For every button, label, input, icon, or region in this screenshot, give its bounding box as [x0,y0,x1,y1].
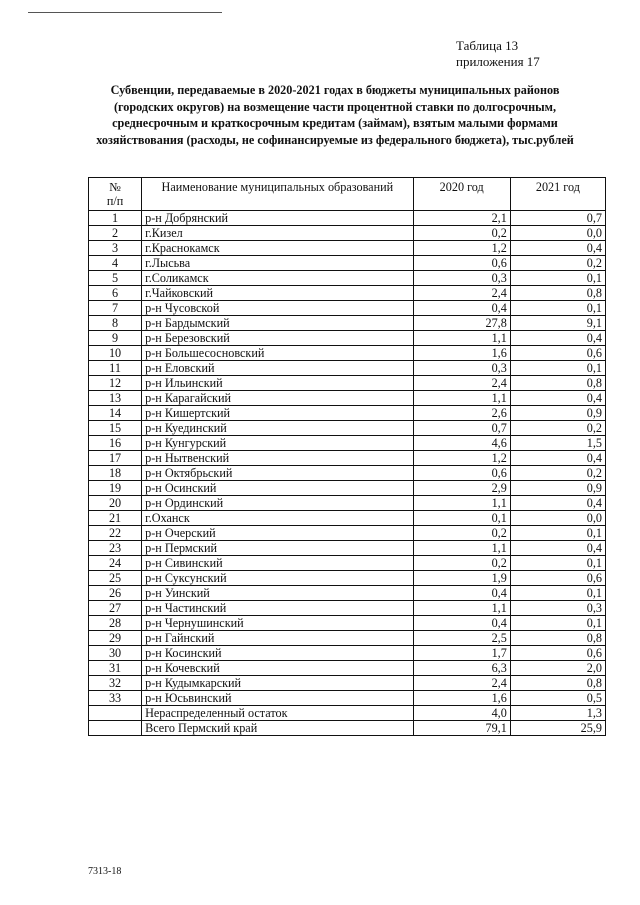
value-2020-cell: 0,2 [413,526,510,541]
column-header-number [89,178,142,211]
row-number-cell: 18 [89,466,142,481]
value-2021-cell: 0,6 [510,346,605,361]
value-2020-cell: 2,4 [413,286,510,301]
municipality-name-cell: р-н Карагайский [142,391,414,406]
value-2021-cell: 0,4 [510,541,605,556]
table-row [89,541,606,556]
table-row [89,481,606,496]
row-number-cell: 24 [89,556,142,571]
value-2021-cell: 25,9 [510,721,605,736]
value-2021-cell: 0,1 [510,526,605,541]
value-2020-cell: 1,1 [413,601,510,616]
value-2020-cell: 1,1 [413,496,510,511]
table-row [89,256,606,271]
municipality-name-cell: р-н Пермский [142,541,414,556]
value-2021-cell: 1,5 [510,436,605,451]
value-2020-cell: 0,3 [413,361,510,376]
value-2021-cell: 0,1 [510,271,605,286]
municipality-name-cell: р-н Кунгурский [142,436,414,451]
value-2020-cell: 0,6 [413,466,510,481]
municipality-name-cell: г.Чайковский [142,286,414,301]
table-row [89,526,606,541]
title-line-2: (городских округов) на возмещение части процентной ставки по долгосрочным, [114,99,556,114]
value-2020-cell: 6,3 [413,661,510,676]
table-row [89,271,606,286]
municipality-name-cell: р-н Еловский [142,361,414,376]
row-number-cell: 13 [89,391,142,406]
municipality-name-cell: р-н Суксунский [142,571,414,586]
municipality-name-cell: р-н Юсьвинский [142,691,414,706]
table-row [89,286,606,301]
value-2021-cell: 0,4 [510,496,605,511]
value-2021-cell: 0,6 [510,646,605,661]
value-2020-cell: 1,6 [413,346,510,361]
column-header-2021: 2021 год [510,178,605,211]
row-number-cell: 26 [89,586,142,601]
table-row [89,676,606,691]
table-row [89,331,606,346]
municipality-name-cell: г.Соликамск [142,271,414,286]
row-number-cell: 19 [89,481,142,496]
municipality-name-cell: р-н Куединский [142,421,414,436]
table-row [89,421,606,436]
row-number-cell: 27 [89,601,142,616]
value-2020-cell: 0,3 [413,271,510,286]
row-number-cell: 1 [89,211,142,226]
value-2021-cell: 0,1 [510,301,605,316]
value-2020-cell: 1,1 [413,541,510,556]
table-row [89,316,606,331]
value-2020-cell: 1,2 [413,241,510,256]
table-row [89,436,606,451]
municipality-name-cell: р-н Добрянский [142,211,414,226]
row-number-cell: 15 [89,421,142,436]
municipality-name-cell: р-н Осинский [142,481,414,496]
row-number-cell: 17 [89,451,142,466]
municipality-name-cell: р-н Уинский [142,586,414,601]
municipality-name-cell: Всего Пермский край [142,721,414,736]
value-2020-cell: 2,9 [413,481,510,496]
municipality-name-cell: р-н Гайнский [142,631,414,646]
value-2020-cell: 27,8 [413,316,510,331]
document-title [82,82,588,148]
row-number-cell: 22 [89,526,142,541]
row-number-cell: 8 [89,316,142,331]
column-header-name: Наименование муниципальных образований [142,178,414,211]
row-number-cell: 28 [89,616,142,631]
table-row [89,571,606,586]
table-row [89,211,606,226]
value-2021-cell: 0,8 [510,631,605,646]
table-row [89,511,606,526]
appendix-label: приложения 17 [456,54,540,69]
value-2021-cell: 0,1 [510,616,605,631]
value-2020-cell: 0,6 [413,256,510,271]
row-number-cell: 9 [89,331,142,346]
value-2020-cell: 2,6 [413,406,510,421]
value-2020-cell: 2,1 [413,211,510,226]
header-row [89,178,606,211]
row-number-cell: 31 [89,661,142,676]
table-row [89,466,606,481]
municipality-name-cell: р-н Октябрьский [142,466,414,481]
value-2021-cell: 0,1 [510,361,605,376]
value-2020-cell: 4,6 [413,436,510,451]
value-2021-cell: 0,3 [510,601,605,616]
value-2020-cell: 4,0 [413,706,510,721]
value-2021-cell: 0,7 [510,211,605,226]
municipality-name-cell: р-н Ильинский [142,376,414,391]
row-number-cell: 33 [89,691,142,706]
value-2021-cell: 9,1 [510,316,605,331]
table-row [89,451,606,466]
table-row [89,376,606,391]
value-2020-cell: 1,9 [413,571,510,586]
value-2021-cell: 0,1 [510,556,605,571]
row-number-cell: 6 [89,286,142,301]
table-row [89,706,606,721]
municipality-name-cell: р-н Частинский [142,601,414,616]
row-number-cell: 16 [89,436,142,451]
value-2021-cell: 2,0 [510,661,605,676]
value-2021-cell: 0,8 [510,676,605,691]
table-reference [456,38,540,70]
value-2020-cell: 0,4 [413,301,510,316]
row-number-cell: 2 [89,226,142,241]
municipality-name-cell: р-н Сивинский [142,556,414,571]
value-2020-cell: 0,2 [413,556,510,571]
municipality-name-cell: р-н Кишертский [142,406,414,421]
row-number-cell: 10 [89,346,142,361]
row-number-cell: 11 [89,361,142,376]
municipality-name-cell: р-н Ординский [142,496,414,511]
value-2021-cell: 0,6 [510,571,605,586]
value-2021-cell: 1,3 [510,706,605,721]
municipality-name-cell: р-н Березовский [142,331,414,346]
table-row [89,616,606,631]
row-number-cell: 23 [89,541,142,556]
value-2021-cell: 0,2 [510,421,605,436]
municipality-name-cell: г.Лысьва [142,256,414,271]
municipality-name-cell: р-н Нытвенский [142,451,414,466]
value-2020-cell: 1,7 [413,646,510,661]
column-header-2020: 2020 год [413,178,510,211]
row-number-cell [89,721,142,736]
table-row [89,691,606,706]
table-row [89,301,606,316]
column-header-number-line1: № [109,180,121,194]
municipality-name-cell: р-н Бардымский [142,316,414,331]
row-number-cell: 30 [89,646,142,661]
value-2021-cell: 0,2 [510,466,605,481]
table-row [89,226,606,241]
row-number-cell: 20 [89,496,142,511]
municipality-name-cell: р-н Большесосновский [142,346,414,361]
value-2021-cell: 0,0 [510,226,605,241]
row-number-cell [89,706,142,721]
table-row [89,601,606,616]
table-row [89,661,606,676]
table-row [89,406,606,421]
row-number-cell: 7 [89,301,142,316]
column-header-number-line2: п/п [106,194,124,208]
municipality-name-cell: г.Кизел [142,226,414,241]
value-2020-cell: 2,4 [413,676,510,691]
table-header [89,178,606,211]
value-2021-cell: 0,9 [510,406,605,421]
value-2021-cell: 0,4 [510,331,605,346]
row-number-cell: 32 [89,676,142,691]
value-2021-cell: 0,2 [510,256,605,271]
value-2021-cell: 0,8 [510,376,605,391]
title-line-1: Субвенции, передаваемые в 2020-2021 годах в бюджеты муниципальных районов [110,83,560,97]
value-2020-cell: 0,7 [413,421,510,436]
table-row [89,361,606,376]
table-label: Таблица 13 [456,38,519,53]
table-row [89,631,606,646]
table-row [89,556,606,571]
row-number-cell: 14 [89,406,142,421]
table-row [89,241,606,256]
title-line-4: хозяйствования (расходы, не софинансируемые из федерального бюджета), тыс.рублей [96,132,574,147]
municipality-name-cell: г.Краснокамск [142,241,414,256]
value-2021-cell: 0,0 [510,511,605,526]
value-2021-cell: 0,5 [510,691,605,706]
row-number-cell: 21 [89,511,142,526]
row-number-cell: 12 [89,376,142,391]
municipality-name-cell: р-н Чусовской [142,301,414,316]
municipality-name-cell: р-н Кудымкарский [142,676,414,691]
value-2020-cell: 0,4 [413,616,510,631]
value-2020-cell: 1,6 [413,691,510,706]
value-2020-cell: 1,1 [413,331,510,346]
title-line-3: среднесрочным и краткосрочным кредитам (займам), взятым малыми формами [112,116,558,131]
table-body [89,211,606,736]
value-2021-cell: 0,9 [510,481,605,496]
value-2020-cell: 1,2 [413,451,510,466]
table-row [89,586,606,601]
table-row [89,391,606,406]
table-row [89,721,606,736]
municipality-name-cell: г.Оханск [142,511,414,526]
municipality-name-cell: р-н Чернушинский [142,616,414,631]
value-2021-cell: 0,1 [510,586,605,601]
value-2020-cell: 2,5 [413,631,510,646]
subsidies-table [88,177,606,736]
row-number-cell: 5 [89,271,142,286]
municipality-name-cell: р-н Косинский [142,646,414,661]
row-number-cell: 25 [89,571,142,586]
value-2020-cell: 0,2 [413,226,510,241]
value-2020-cell: 0,1 [413,511,510,526]
municipality-name-cell: р-н Кочевский [142,661,414,676]
value-2021-cell: 0,4 [510,451,605,466]
table-row [89,646,606,661]
value-2021-cell: 0,4 [510,391,605,406]
value-2020-cell: 0,4 [413,586,510,601]
row-number-cell: 4 [89,256,142,271]
row-number-cell: 3 [89,241,142,256]
value-2021-cell: 0,8 [510,286,605,301]
municipality-name-cell: р-н Очерский [142,526,414,541]
municipality-name-cell: Нераспределенный остаток [142,706,414,721]
value-2021-cell: 0,4 [510,241,605,256]
value-2020-cell: 79,1 [413,721,510,736]
row-number-cell: 29 [89,631,142,646]
document-code: 7313-18 [88,866,122,877]
table-row [89,346,606,361]
top-edge-line [28,12,222,13]
value-2020-cell: 1,1 [413,391,510,406]
value-2020-cell: 2,4 [413,376,510,391]
table-row [89,496,606,511]
